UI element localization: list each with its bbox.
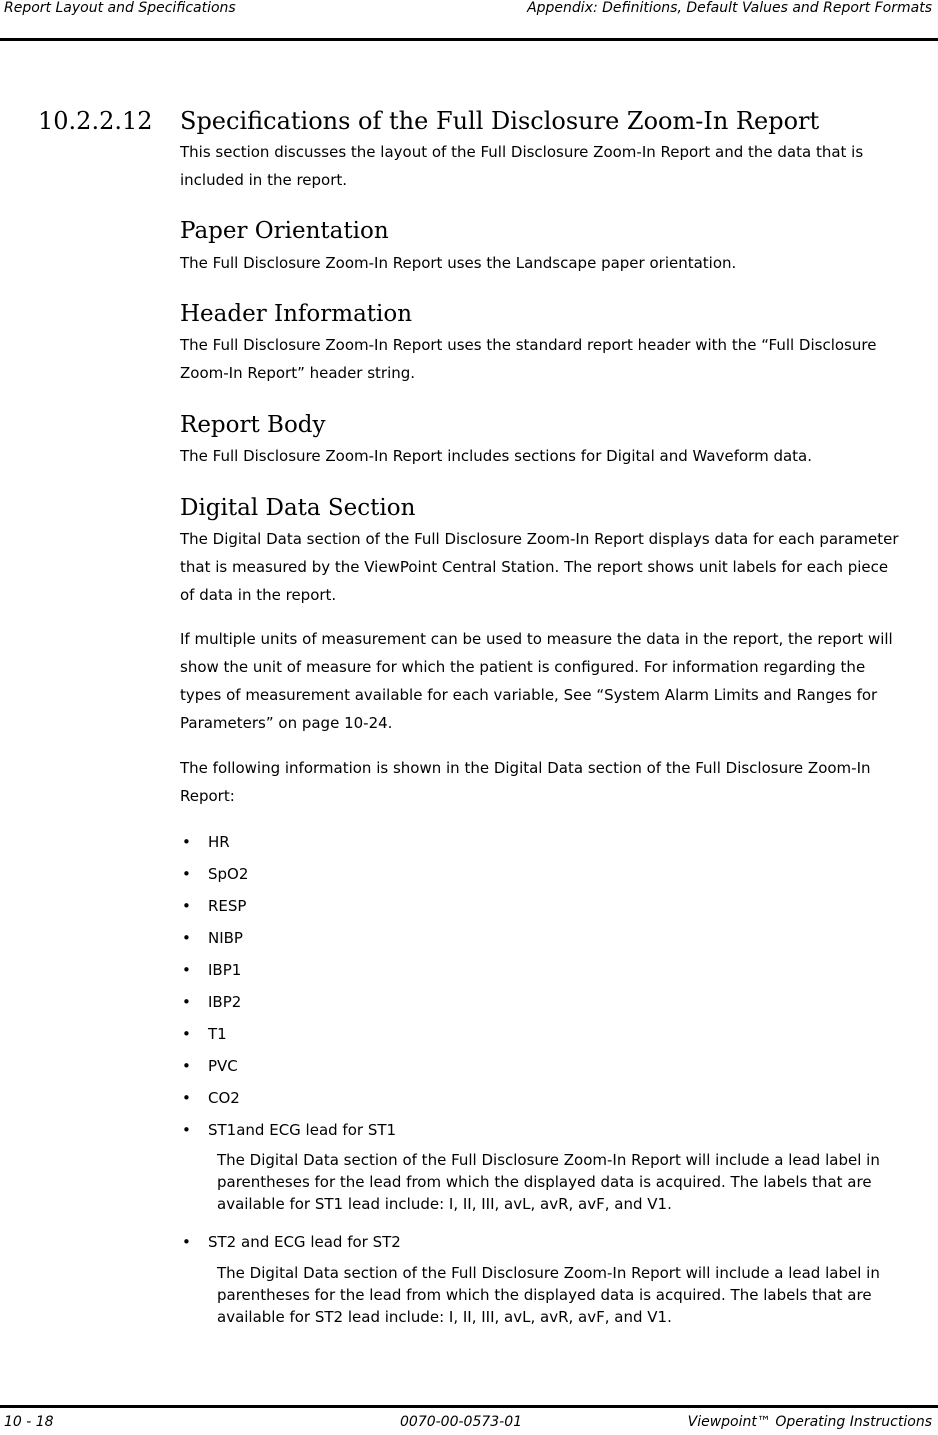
digital-data-paragraph-3: The following information is shown in the Digital Data section of the Full Disclosure Zoom-In Report: <box>180 759 871 805</box>
bullet-icon: • <box>182 865 191 883</box>
report-body-text: The Full Disclosure Zoom-In Report includes sections for Digital and Waveform data. <box>180 447 813 465</box>
running-header-right: Appendix: Definitions, Default Values and Report Formats <box>527 0 932 16</box>
list-item <box>180 954 900 986</box>
header-information-text: The Full Disclosure Zoom-In Report uses the standard report header with the “Full Disclosure Zoom-In Report” header string. <box>180 336 877 382</box>
list-item-label: PVC <box>208 1057 238 1075</box>
heading-digital-data-section: Digital Data Section <box>180 495 416 521</box>
list-item-label: IBP2 <box>208 993 242 1011</box>
list-item-label: ST2 and ECG lead for ST2 <box>208 1233 401 1251</box>
list-item-label: NIBP <box>208 929 243 947</box>
list-item <box>180 1114 900 1146</box>
list-item <box>180 922 900 954</box>
heading-report-body: Report Body <box>180 412 326 438</box>
list-item-label: RESP <box>208 897 247 915</box>
document-title: Viewpoint™ Operating Instructions <box>687 1414 932 1430</box>
bullet-icon: • <box>182 993 191 1011</box>
list-item-st2 <box>180 1226 401 1258</box>
list-item-label: SpO2 <box>208 865 249 883</box>
document-number: 0070-00-0573-01 <box>400 1414 523 1430</box>
bullet-icon: • <box>182 929 191 947</box>
section-intro: This section discusses the layout of the Full Disclosure Zoom-In Report and the data that is included in the report. <box>180 143 864 189</box>
list-item <box>180 858 900 890</box>
bullet-icon: • <box>182 961 191 979</box>
running-header-left: Report Layout and Specifications <box>4 0 236 16</box>
heading-paper-orientation: Paper Orientation <box>180 218 389 244</box>
parameter-list <box>180 826 900 1146</box>
list-item-label: HR <box>208 833 230 851</box>
list-item <box>180 1082 900 1114</box>
bullet-icon: • <box>182 833 191 851</box>
bullet-icon: • <box>182 1233 191 1251</box>
list-item <box>180 826 900 858</box>
section-number: 10.2.2.12 <box>38 107 153 135</box>
list-item-label: CO2 <box>208 1089 240 1107</box>
bullet-icon: • <box>182 1057 191 1075</box>
bullet-icon: • <box>182 897 191 915</box>
bullet-icon: • <box>182 1121 191 1139</box>
header-rule <box>0 38 938 41</box>
list-item <box>180 986 900 1018</box>
list-item-label: ST1and ECG lead for ST1 <box>208 1121 397 1139</box>
bullet-icon: • <box>182 1089 191 1107</box>
digital-data-paragraph-2: If multiple units of measurement can be used to measure the data in the report, the report will show the unit of measure for which the patient is configured. For information regarding the types of measurement available for each variable, See “System Alarm Limits and Ranges for Parameters” on page 10-24. <box>180 630 893 732</box>
footer-rule <box>0 1405 938 1408</box>
st2-note: The Digital Data section of the Full Disclosure Zoom-In Report will include a lead label in parentheses for the lead from which the displayed data is acquired. The labels that are available for ST2 lead include: I, II, III, avL, avR, avF, and V1. <box>217 1264 880 1326</box>
list-item <box>180 1050 900 1082</box>
digital-data-paragraph-1: The Digital Data section of the Full Disclosure Zoom-In Report displays data for each parameter that is measured by the ViewPoint Central Station. The report shows unit labels for each piece of data in the report. <box>180 530 899 604</box>
list-item <box>180 890 900 922</box>
list-item <box>180 1018 900 1050</box>
section-title: Specifications of the Full Disclosure Zoom-In Report <box>180 107 820 135</box>
list-item-label: IBP1 <box>208 961 242 979</box>
heading-header-information: Header Information <box>180 301 413 327</box>
list-item-label: T1 <box>208 1025 227 1043</box>
st1-note: The Digital Data section of the Full Disclosure Zoom-In Report will include a lead label in parentheses for the lead from which the displayed data is acquired. The labels that are available for ST1 lead include: I, II, III, avL, avR, avF, and V1. <box>217 1151 880 1213</box>
bullet-icon: • <box>182 1025 191 1043</box>
page-number: 10 - 18 <box>4 1414 54 1430</box>
paper-orientation-text: The Full Disclosure Zoom-In Report uses the Landscape paper orientation. <box>180 254 737 272</box>
